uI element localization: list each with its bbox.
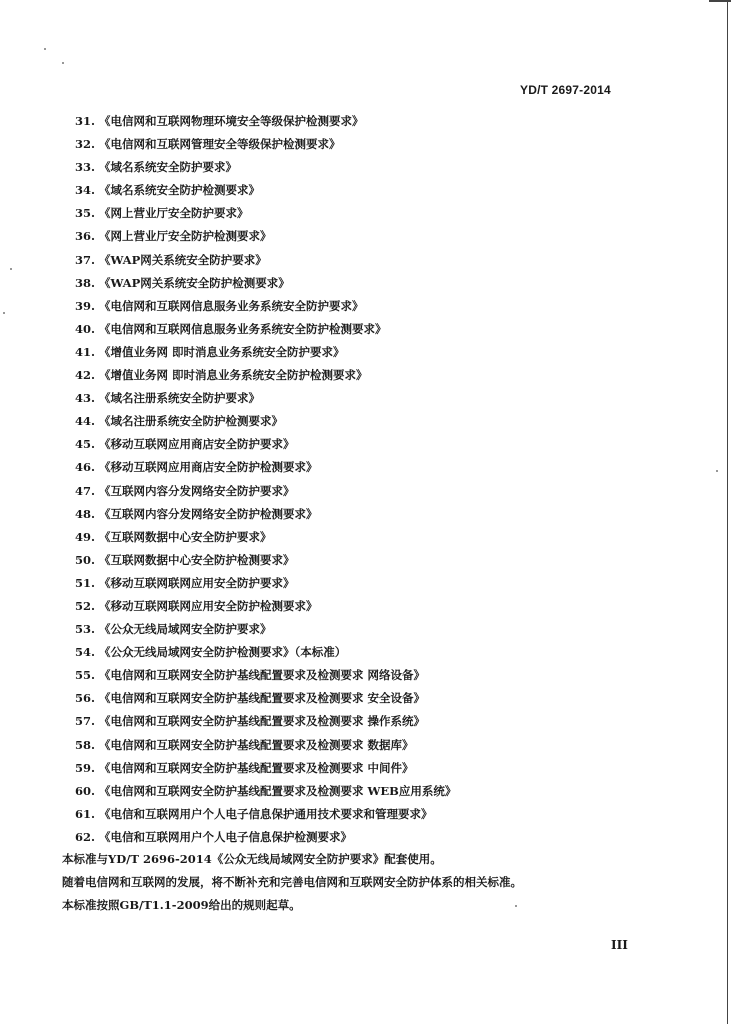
list-item-title: 《域名注册系统安全防护要求》 — [99, 391, 260, 406]
list-item-number: 41. — [75, 344, 96, 359]
scan-speck — [716, 470, 718, 472]
list-item-number: 59. — [75, 760, 96, 775]
list-item — [75, 433, 456, 456]
list-item-title: 《电信网和互联网物理环境安全等级保护检测要求》 — [99, 114, 364, 128]
list-item-number: 33. — [75, 160, 96, 175]
list-item — [75, 641, 456, 664]
list-item — [75, 341, 456, 364]
list-item-number: 44. — [75, 414, 96, 429]
list-item-title: 《电信和互联网用户个人电子信息保护检测要求》 — [99, 829, 352, 844]
list-item — [75, 249, 456, 272]
paragraph-drafting-rules: 本标准按照GB/T1.1-2009给出的规则起草。 — [62, 898, 301, 913]
list-item-number: 48. — [75, 506, 96, 521]
list-item — [75, 757, 456, 780]
list-item-title: 《WAP网关系统安全防护检测要求》 — [99, 275, 290, 290]
scan-speck — [3, 312, 5, 314]
scan-edge-mark — [709, 0, 731, 2]
list-item-title: 《互联网数据中心安全防护检测要求》 — [99, 552, 295, 567]
list-item-number: 60. — [75, 783, 96, 798]
list-item — [75, 595, 456, 618]
list-item-number: 42. — [75, 368, 96, 383]
scan-speck — [10, 268, 12, 270]
list-item-number: 34. — [75, 183, 96, 198]
list-item-number: 54. — [75, 645, 96, 660]
list-item-number: 57. — [75, 714, 96, 729]
list-item — [75, 549, 456, 572]
paragraph-future-standards: 随着电信网和互联网的发展，将不断补充和完善电信网和互联网安全防护体系的相关标准。 — [62, 875, 522, 890]
list-item-title: 《电信网和互联网信息服务业务系统安全防护检测要求》 — [99, 321, 387, 336]
list-item-title: 《域名系统安全防护检测要求》 — [99, 183, 260, 198]
list-item-title: 《域名注册系统安全防护检测要求》 — [99, 414, 283, 429]
scan-speck — [44, 48, 46, 50]
list-item — [75, 456, 456, 479]
list-item-title: 《移动互联网联网应用安全防护要求》 — [99, 575, 295, 590]
list-item-title: 《电信网和互联网安全防护基线配置要求及检测要求 网络设备》 — [99, 668, 426, 683]
list-item-number: 52. — [75, 598, 96, 613]
list-item-title: 《WAP网关系统安全防护要求》 — [99, 252, 267, 267]
list-item — [75, 687, 456, 710]
list-item-number: 56. — [75, 691, 96, 706]
list-item-title: 《电信网和互联网管理安全等级保护检测要求》 — [99, 137, 341, 152]
list-item — [75, 734, 456, 757]
list-item-number: 46. — [75, 460, 96, 475]
list-item-title: 《互联网数据中心安全防护要求》 — [99, 529, 272, 544]
scan-speck — [62, 62, 64, 64]
body-paragraphs — [62, 848, 522, 918]
list-item-number: 50. — [75, 552, 96, 567]
standard-code-header: YD/T 2697-2014 — [520, 83, 611, 97]
list-item — [75, 618, 456, 641]
list-item — [75, 318, 456, 341]
list-item — [75, 410, 456, 433]
list-item-title: 《电信网和互联网安全防护基线配置要求及检测要求 操作系统》 — [99, 714, 426, 729]
list-item-number: 47. — [75, 483, 96, 498]
list-item-number: 62. — [75, 829, 96, 844]
list-item — [75, 526, 456, 549]
list-item — [75, 480, 456, 503]
list-item-title: 《电信网和互联网安全防护基线配置要求及检测要求 数据库》 — [99, 737, 414, 752]
list-item-title: 《公众无线局域网安全防护要求》 — [99, 622, 272, 637]
scan-edge-line — [727, 0, 729, 1024]
list-item-title: 《电信网和互联网信息服务业务系统安全防护要求》 — [99, 298, 364, 313]
list-item-title: 《增值业务网 即时消息业务系统安全防护检测要求》 — [99, 368, 368, 383]
list-item — [75, 664, 456, 687]
list-item-number: 32. — [75, 137, 96, 152]
list-item-number: 38. — [75, 275, 96, 290]
list-item-number: 53. — [75, 622, 96, 637]
list-item-number: 49. — [75, 529, 96, 544]
list-item-number: 51. — [75, 575, 96, 590]
list-item — [75, 364, 456, 387]
list-item-title: 《互联网内容分发网络安全防护检测要求》 — [99, 506, 318, 521]
list-item-number: 40. — [75, 321, 96, 336]
list-item-title: 《电信和互联网用户个人电子信息保护通用技术要求和管理要求》 — [99, 806, 433, 821]
list-item-number: 58. — [75, 737, 96, 752]
list-item — [75, 110, 456, 133]
list-item — [75, 133, 456, 156]
list-item — [75, 710, 456, 733]
list-item — [75, 156, 456, 179]
list-item-title: 《网上营业厅安全防护检测要求》 — [99, 229, 272, 244]
list-item-title: 《电信网和互联网安全防护基线配置要求及检测要求 中间件》 — [99, 760, 414, 775]
list-item — [75, 780, 456, 803]
standards-list — [75, 110, 456, 849]
list-item-number: 37. — [75, 252, 96, 267]
list-item-number: 31. — [75, 114, 96, 128]
list-item — [75, 826, 456, 849]
list-item — [75, 272, 456, 295]
list-item-title: 《互联网内容分发网络安全防护要求》 — [99, 483, 295, 498]
list-item — [75, 295, 456, 318]
list-item — [75, 225, 456, 248]
list-item-number: 36. — [75, 229, 96, 244]
list-item-title: 《电信网和互联网安全防护基线配置要求及检测要求 WEB应用系统》 — [99, 783, 457, 798]
list-item — [75, 179, 456, 202]
list-item-title: 《公众无线局域网安全防护检测要求》（本标准） — [99, 645, 347, 660]
list-item — [75, 803, 456, 826]
list-item-title: 《移动互联网联网应用安全防护检测要求》 — [99, 598, 318, 613]
list-item-title: 《移动互联网应用商店安全防护检测要求》 — [99, 460, 318, 475]
list-item-number: 43. — [75, 391, 96, 406]
list-item-title: 《移动互联网应用商店安全防护要求》 — [99, 437, 295, 452]
list-item-number: 61. — [75, 806, 96, 821]
list-item — [75, 202, 456, 225]
list-item — [75, 572, 456, 595]
list-item — [75, 387, 456, 410]
list-item-number: 35. — [75, 206, 96, 221]
list-item-title: 《网上营业厅安全防护要求》 — [99, 206, 249, 221]
page-number: III — [611, 938, 628, 952]
list-item-title: 《电信网和互联网安全防护基线配置要求及检测要求 安全设备》 — [99, 691, 426, 706]
paragraph-companion-standard: 本标准与YD/T 2696-2014《公众无线局域网安全防护要求》配套使用。 — [62, 852, 442, 866]
list-item-title: 《域名系统安全防护要求》 — [99, 160, 237, 175]
list-item-number: 55. — [75, 668, 96, 683]
list-item — [75, 503, 456, 526]
list-item-number: 39. — [75, 298, 96, 313]
list-item-number: 45. — [75, 437, 96, 452]
list-item-title: 《增值业务网 即时消息业务系统安全防护要求》 — [99, 344, 345, 359]
